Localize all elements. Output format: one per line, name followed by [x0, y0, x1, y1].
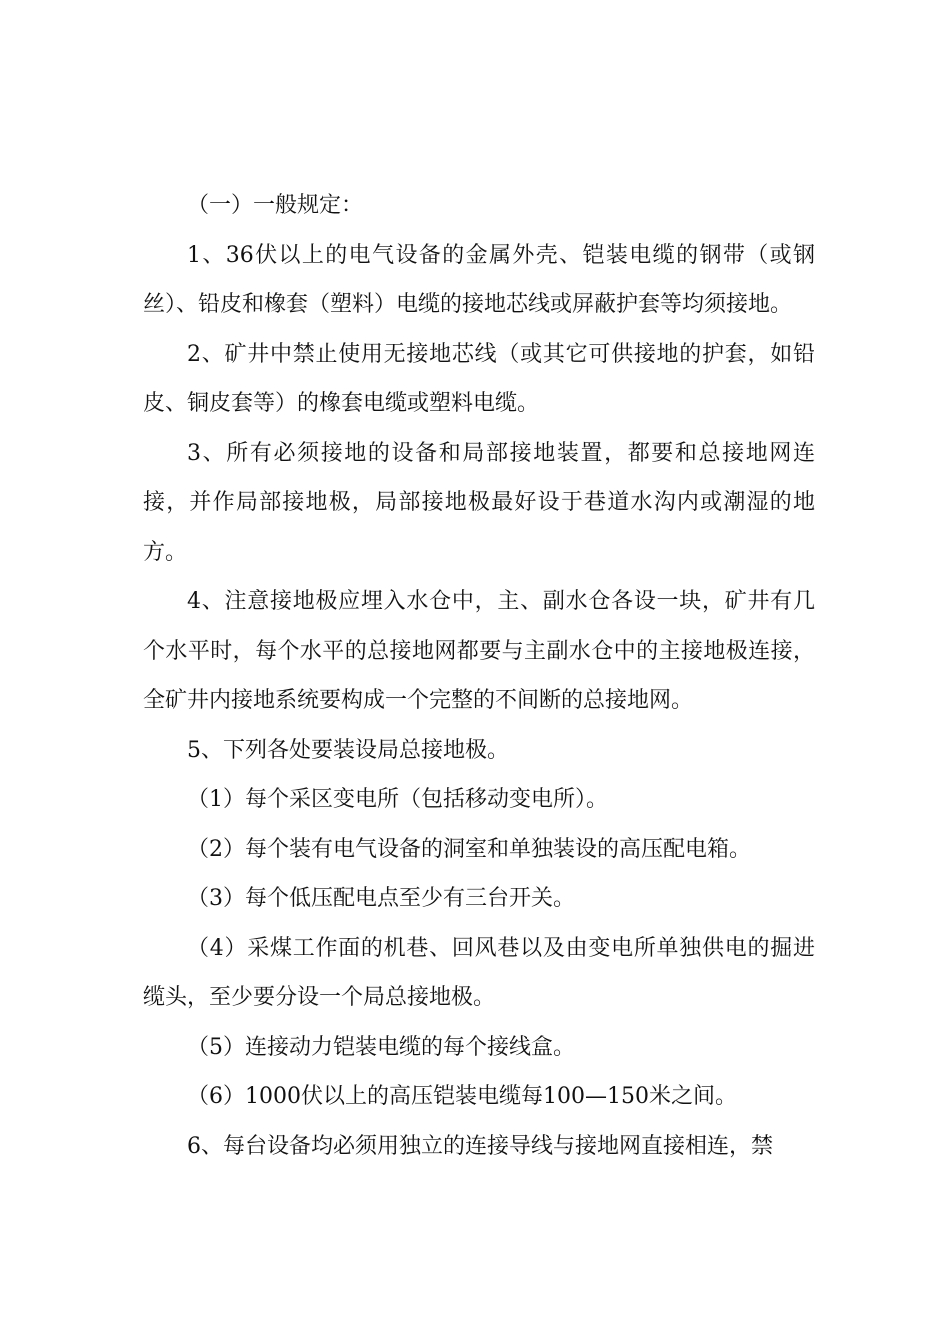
paragraph-rule-5-item-3: （3）每个低压配电点至少有三台开关。	[187, 886, 575, 911]
paragraph-rule-5-item-2: （2）每个装有电气设备的洞室和单独装设的高压配电箱。	[187, 836, 751, 862]
paragraph-rule-6: 6、每台设备均必须用独立的连接导线与接地网直接相连，禁	[187, 1133, 773, 1159]
paragraph-rule-5: 5、下列各处要装设局总接地极。	[187, 737, 509, 763]
paragraph-rule-3: 3、所有必须接地的设备和局部接地装置，都要和总接地网连接，并作局部接地极，局部接地极最好设于巷道水沟内或潮湿的地方。	[143, 440, 815, 565]
paragraph-rule-5-item-1: （1）每个采区变电所（包括移动变电所）。	[187, 787, 608, 812]
document-body	[143, 181, 815, 1171]
paragraph-general-rules-heading: （一）一般规定：	[187, 193, 364, 218]
paragraph-rule-5-item-4: （4）采煤工作面的机巷、回风巷以及由变电所单独供电的掘进缆头，至少要分设一个局总接地极。	[143, 935, 815, 1010]
paragraph-rule-5-item-5: （5）连接动力铠装电缆的每个接线盒。	[187, 1034, 575, 1060]
paragraph-rule-2: 2、矿井中禁止使用无接地芯线（或其它可供接地的护套，如铅皮、铜皮套等）的橡套电缆或塑料电缆。	[143, 341, 815, 416]
paragraph-rule-4: 4、注意接地极应埋入水仓中，主、副水仓各设一块，矿井有几个水平时，每个水平的总接地网都要与主副水仓中的主接地极连接，全矿井内接地系统要构成一个完整的不间断的总接地网。	[143, 589, 815, 713]
paragraph-rule-5-item-6: （6）1000伏以上的高压铠装电缆每100—150米之间。	[187, 1084, 737, 1109]
paragraph-rule-1: 1、36伏以上的电气设备的金属外壳、铠装电缆的钢带（或钢丝）、铅皮和橡套（塑料）电缆的接地芯线或屏蔽护套等均须接地。	[143, 242, 815, 317]
